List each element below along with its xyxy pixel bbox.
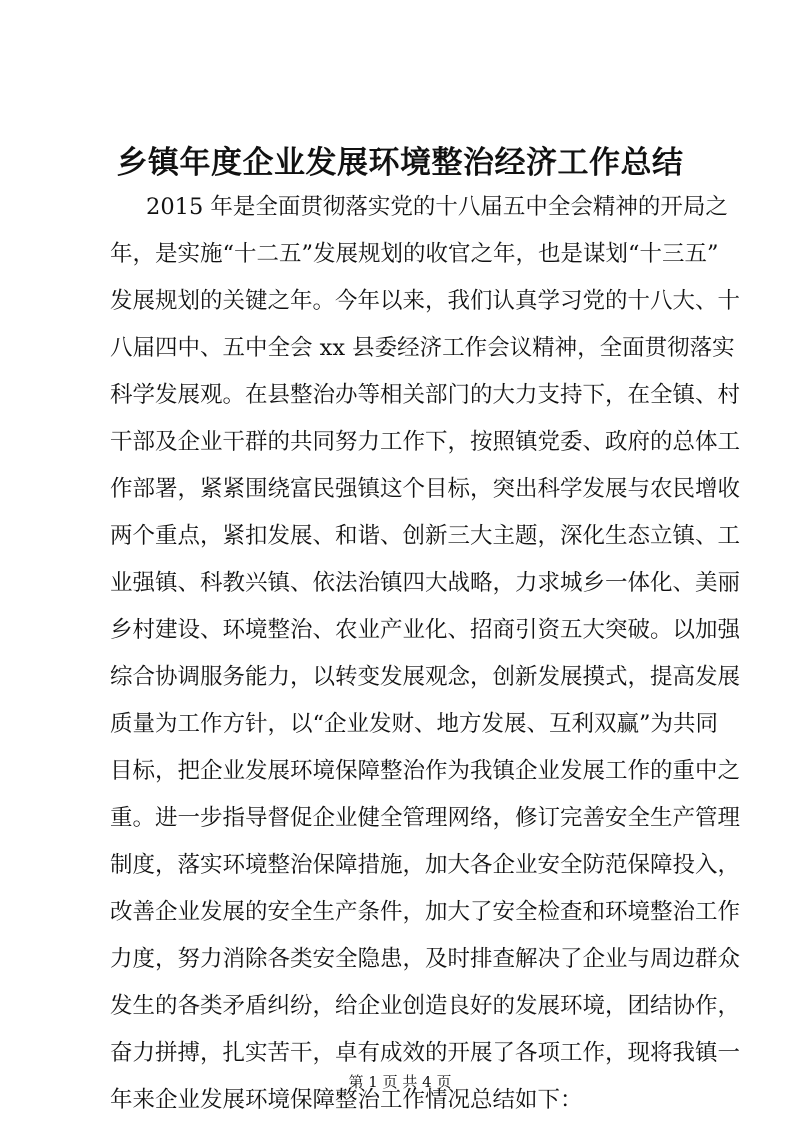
paragraph-line: 作部署，紧紧围绕富民强镇这个目标，突出科学发展与农民增收 xyxy=(110,476,741,502)
paragraph-line: 力度，努力消除各类安全隐患，及时排查解决了企业与周边群众 xyxy=(110,946,741,972)
paragraph-line: 改善企业发展的安全生产条件，加大了安全检查和环境整治工作 xyxy=(110,899,741,925)
page-footer: 第 1 页 共 4 页 xyxy=(348,1073,452,1091)
paragraph-line: 发展规划的关键之年。今年以来，我们认真学习党的十八大、十 xyxy=(110,288,741,314)
document-title: 乡镇年度企业发展环境整治经济工作总结 xyxy=(116,145,684,181)
paragraph-line: 2015 年是全面贯彻落实党的十八届五中全会精神的开局之 xyxy=(146,194,728,220)
body-paragraph xyxy=(110,184,741,1124)
paragraph-line: 年来企业发展环境保障整治工作情况总结如下： xyxy=(110,1087,583,1113)
paragraph-line: 质量为工作方针，以“企业发财、地方发展、互利双赢”为共同 xyxy=(110,711,719,737)
paragraph-line: 目标，把企业发展环境保障整治作为我镇企业发展工作的重中之 xyxy=(110,758,741,784)
paragraph-line: 八届四中、五中全会 xx 县委经济工作会议精神，全面贯彻落实 xyxy=(110,335,735,361)
paragraph-line: 干部及企业干群的共同努力工作下，按照镇党委、政府的总体工 xyxy=(110,429,741,455)
paragraph-line: 制度，落实环境整治保障措施，加大各企业安全防范保障投入， xyxy=(110,852,741,878)
paragraph-line: 综合协调服务能力，以转变发展观念，创新发展摸式，提高发展 xyxy=(110,664,741,690)
paragraph-line: 业强镇、科教兴镇、依法治镇四大战略，力求城乡一体化、美丽 xyxy=(110,570,741,596)
paragraph-line: 奋力拼搏，扎实苦干，卓有成效的开展了各项工作，现将我镇一 xyxy=(110,1040,741,1066)
paragraph-line: 重。进一步指导督促企业健全管理网络，修订完善安全生产管理 xyxy=(110,805,741,831)
paragraph-line: 两个重点，紧扣发展、和谐、创新三大主题，深化生态立镇、工 xyxy=(110,523,741,549)
paragraph-line: 乡村建设、环境整治、农业产业化、招商引资五大突破。以加强 xyxy=(110,617,741,643)
paragraph-line: 年，是实施“十二五”发展规划的收官之年，也是谋划“十三五” xyxy=(110,241,719,267)
paragraph-line: 发生的各类矛盾纠纷，给企业创造良好的发展环境，团结协作， xyxy=(110,993,741,1019)
paragraph-line: 科学发展观。在县整治办等相关部门的大力支持下，在全镇、村 xyxy=(110,382,741,408)
